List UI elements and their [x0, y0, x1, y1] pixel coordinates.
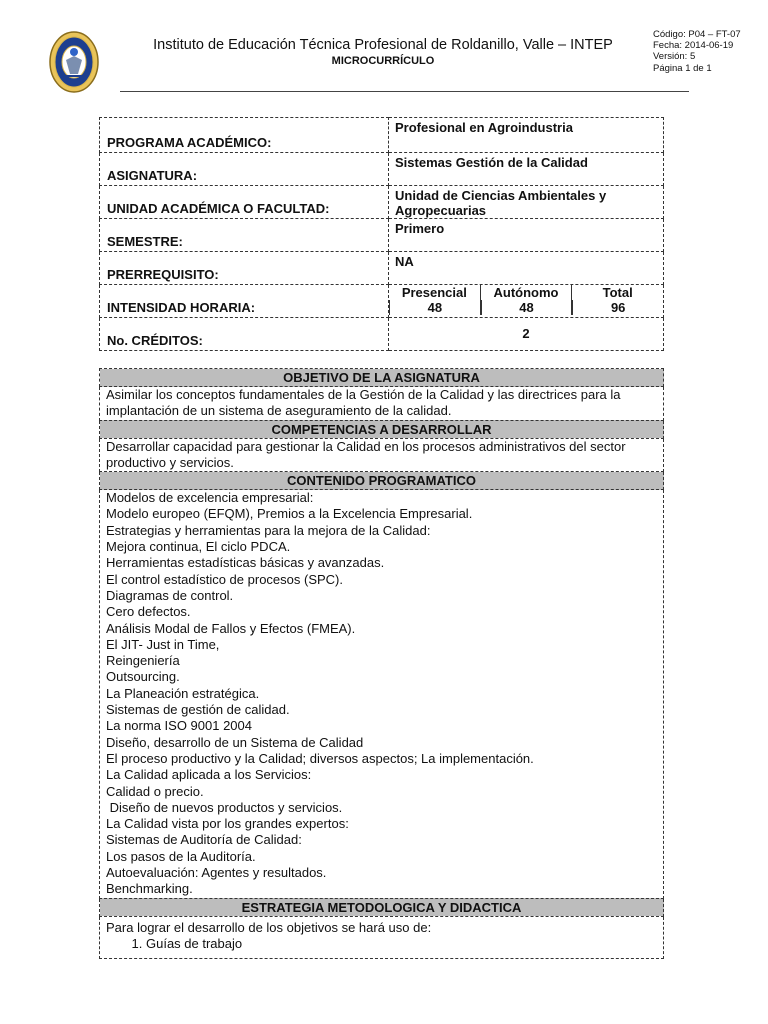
table-row	[100, 318, 664, 351]
institution-seal-logo	[48, 30, 100, 94]
total-value: 96	[572, 300, 663, 315]
list-item: Sistemas de gestión de calidad.	[106, 702, 290, 718]
intensidad-hours	[389, 285, 664, 318]
presencial-cell	[389, 285, 480, 315]
list-item: Análisis Modal de Fallos y Efectos (FMEA).	[106, 620, 356, 636]
total-label: Total	[602, 285, 633, 300]
document-control-info	[653, 29, 741, 74]
document-code: Código: P04 – FT-07	[653, 29, 741, 40]
table-row	[100, 118, 664, 153]
list-item: Diseño de nuevos productos y servicios.	[106, 799, 343, 815]
autonomo-cell	[480, 285, 572, 315]
table-row	[100, 153, 664, 186]
list-item: La Calidad aplicada a los Servicios:	[106, 767, 312, 783]
list-item: Autoevaluación: Agentes y resultados.	[106, 865, 327, 881]
autonomo-label: Autónomo	[493, 285, 559, 300]
institution-name: Instituto de Educación Técnica Profesional de Roldanillo, Valle – INTEP	[153, 37, 613, 53]
document-page: Página 1 de 1	[653, 62, 712, 74]
table-row	[100, 369, 664, 387]
table-row	[100, 252, 664, 285]
creditos-value: 2	[389, 318, 664, 351]
estrategia-list	[106, 936, 657, 952]
semestre-label: SEMESTRE:	[100, 219, 389, 252]
list-item: La Calidad vista por los grandes expertos:	[106, 816, 349, 832]
objetivo-heading: OBJETIVO DE LA ASIGNATURA	[100, 369, 664, 387]
asignatura-label: ASIGNATURA:	[100, 153, 389, 186]
table-row	[100, 472, 664, 490]
table-row	[100, 387, 664, 421]
course-info-table	[99, 117, 664, 351]
list-item: Los pasos de la Auditoría.	[106, 848, 256, 864]
list-item: El JIT- Just in Time,	[106, 636, 220, 652]
competencias-text: Desarrollar capacidad para gestionar la Calidad en los procesos administrativos del sector productivo y servicios.	[100, 438, 664, 472]
list-item: La norma ISO 9001 2004	[106, 718, 252, 734]
hours-breakdown	[389, 285, 663, 315]
objetivo-text: Asimilar los conceptos fundamentales de la Gestión de la Calidad y las directrices para la implantación de un sistema de aseguramiento de la calidad.	[100, 387, 664, 421]
list-item: Estrategias y herramientas para la mejora de la Calidad:	[106, 522, 431, 538]
course-sections-table	[99, 368, 664, 959]
estrategia-heading: ESTRATEGIA METODOLOGICA Y DIDACTICA	[100, 898, 664, 916]
prerrequisito-label: PRERREQUISITO:	[100, 252, 389, 285]
table-row	[100, 420, 664, 438]
contenido-heading: CONTENIDO PROGRAMATICO	[100, 472, 664, 490]
list-item: Modelos de excelencia empresarial:	[106, 490, 314, 506]
list-item: Reingeniería	[106, 653, 180, 669]
list-item: Benchmarking.	[106, 881, 193, 897]
list-item: El proceso productivo y la Calidad; diversos aspectos; La implementación.	[106, 750, 534, 766]
unidad-label: UNIDAD ACADÉMICA O FACULTAD:	[100, 186, 389, 219]
list-item: Cero defectos.	[106, 604, 191, 620]
table-row	[100, 898, 664, 916]
list-item: Diagramas de control.	[106, 587, 234, 603]
list-item: Modelo europeo (EFQM), Premios a la Excelencia Empresarial.	[106, 506, 473, 522]
document-version: Versión: 5	[653, 51, 696, 63]
list-item: Sistemas de Auditoría de Calidad:	[106, 832, 302, 848]
table-row	[100, 219, 664, 252]
programa-label: PROGRAMA ACADÉMICO:	[100, 118, 389, 153]
list-item: Outsourcing.	[106, 669, 180, 685]
intensidad-label: INTENSIDAD HORARIA:	[100, 285, 389, 318]
asignatura-value: Sistemas Gestión de la Calidad	[389, 153, 664, 186]
unidad-value: Unidad de Ciencias Ambientales y Agropecuarias	[389, 186, 664, 219]
list-item: Calidad o precio.	[106, 783, 204, 799]
contenido-list	[100, 490, 664, 898]
prerrequisito-value: NA	[389, 252, 664, 285]
estrategia-intro: Para lograr el desarrollo de los objetivos se hará uso de:	[106, 919, 432, 935]
programa-value: Profesional en Agroindustria	[389, 118, 664, 153]
list-item: Herramientas estadísticas básicas y avanzadas.	[106, 555, 385, 571]
autonomo-value: 48	[481, 300, 572, 315]
presencial-label: Presencial	[401, 285, 467, 300]
list-item: El control estadístico de procesos (SPC).	[106, 571, 343, 587]
competencias-heading: COMPETENCIAS A DESARROLLAR	[100, 420, 664, 438]
presencial-value: 48	[389, 300, 480, 315]
table-row	[100, 916, 664, 959]
document-date: Fecha: 2014-06-19	[653, 40, 734, 52]
list-item: Mejora continua, El ciclo PDCA.	[106, 539, 291, 555]
table-row	[100, 490, 664, 898]
list-item: 1. Guías de trabajo	[146, 936, 657, 952]
estrategia-content	[100, 916, 664, 959]
header-divider	[120, 91, 689, 92]
creditos-label: No. CRÉDITOS:	[100, 318, 389, 351]
total-cell	[571, 285, 663, 315]
table-row	[100, 186, 664, 219]
table-row	[100, 285, 664, 318]
list-item: Diseño, desarrollo de un Sistema de Calidad	[106, 734, 364, 750]
document-type: MICROCURRÍCULO	[331, 55, 435, 67]
table-row	[100, 438, 664, 472]
list-item: La Planeación estratégica.	[106, 685, 260, 701]
semestre-value: Primero	[389, 219, 664, 252]
